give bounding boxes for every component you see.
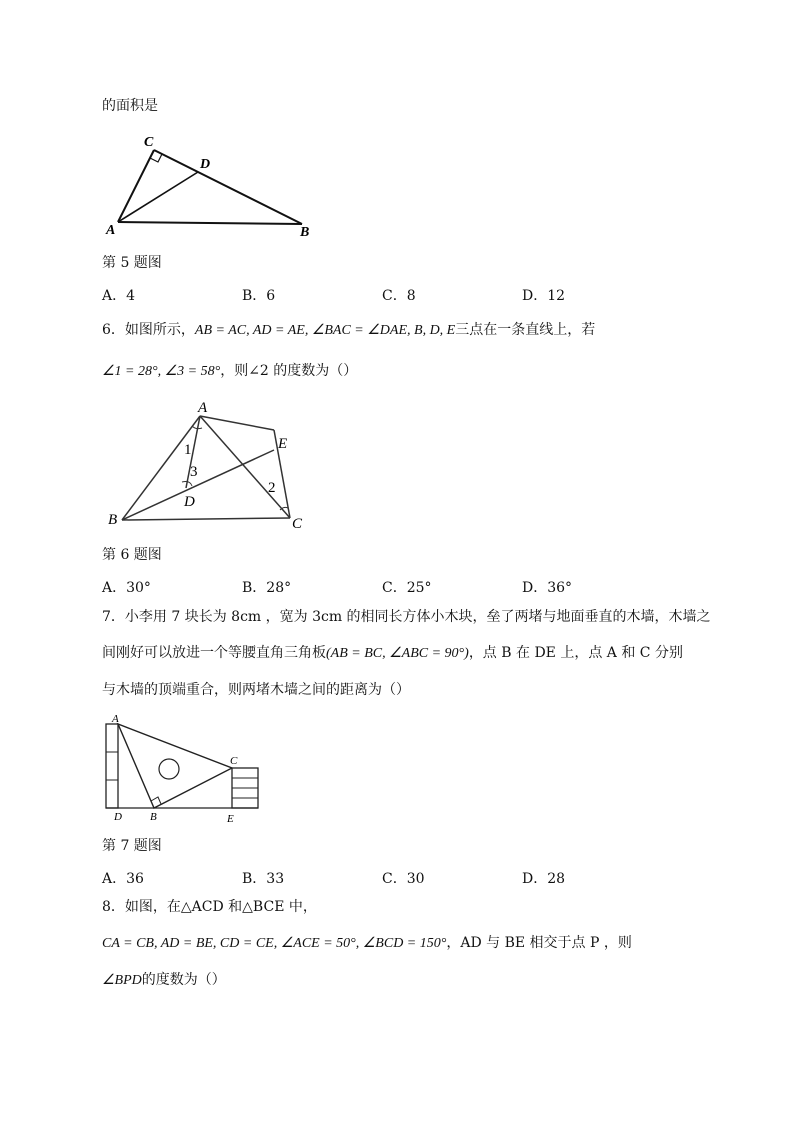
q5-options — [102, 285, 702, 305]
q6-stem-line1 — [102, 320, 595, 341]
q5-segment-cb — [154, 150, 302, 224]
q7-label-b: B — [150, 811, 157, 823]
q8-stem-line3 — [102, 970, 226, 991]
q7-figure — [102, 708, 272, 828]
q8-stem-suffix3: 的度数为（） — [141, 972, 226, 988]
q5-label-d: D — [200, 157, 211, 172]
q6-segment-be — [122, 450, 274, 520]
q7-wall-left — [106, 724, 118, 808]
q6-option-d[interactable]: D．36° — [522, 580, 573, 596]
q5-label-a: A — [106, 223, 116, 238]
q8-stem-line1: 8．如图，在△ACD 和△BCE 中， — [102, 899, 317, 915]
q6-segment-bc — [122, 518, 290, 520]
q7-label-e: E — [227, 813, 234, 825]
q7-caption: 第 7 题图 — [102, 838, 162, 854]
q6-stem-prefix: 6．如图所示， — [102, 322, 195, 338]
q7-option-c[interactable]: C．30 — [382, 871, 425, 887]
q7-option-d[interactable]: D．28 — [522, 871, 566, 887]
q7-option-a[interactable]: A．36 — [102, 871, 144, 887]
q6-angle-arc-1 — [192, 426, 202, 429]
q7-stem-suffix: ，点 B 在 DE 上，点 A 和 C 分别 — [468, 645, 683, 661]
q6-option-c[interactable]: C．25° — [382, 580, 432, 596]
q7-stem-line3: 与木墙的顶端重合，则两堵木墙之间的距离为（） — [102, 682, 410, 698]
q6-stem-line2 — [102, 361, 357, 382]
q8-stem-math: CA = CB, AD = BE, CD = CE, ∠ACE = 50°, ∠BCD = 150° — [102, 936, 447, 951]
q7-option-b[interactable]: B．33 — [242, 871, 285, 887]
q6-stem-suffix2: ，则∠2 的度数为（） — [220, 363, 358, 379]
q6-label-1: 1 — [184, 442, 192, 458]
q7-stem-line2 — [102, 643, 683, 664]
q5-caption: 第 5 题图 — [102, 255, 162, 271]
q5-label-c: C — [144, 135, 154, 150]
q6-figure — [104, 396, 314, 532]
q7-triangle-hole — [159, 759, 179, 779]
q6-option-b[interactable]: B．28° — [242, 580, 292, 596]
q5-option-d[interactable]: D．12 — [522, 288, 566, 304]
q6-options — [102, 577, 702, 597]
q6-label-b: B — [108, 512, 118, 528]
q6-label-d: D — [184, 494, 195, 510]
q5-text-tail: 的面积是 — [102, 98, 158, 114]
q5-label-b: B — [300, 225, 310, 240]
q7-options — [102, 868, 702, 888]
q6-label-e: E — [278, 436, 288, 452]
q7-label-c: C — [230, 755, 238, 767]
q7-stem-math: (AB = BC, ∠ABC = 90°) — [326, 646, 469, 661]
q6-segment-ac — [200, 416, 290, 518]
q6-stem-math2: ∠1 = 28°, ∠3 = 58° — [102, 364, 221, 379]
q8-stem-suffix: ，AD 与 BE 相交于点 P ，则 — [446, 935, 632, 951]
q6-caption: 第 6 题图 — [102, 547, 162, 563]
q6-label-c: C — [292, 516, 303, 532]
q5-option-a[interactable]: A．4 — [102, 288, 136, 304]
q7-label-a: A — [112, 713, 119, 725]
q6-label-a: A — [198, 400, 208, 416]
q6-stem-math1: AB = AC, AD = AE, ∠BAC = ∠DAE, B, D, E — [194, 323, 456, 338]
q6-label-3: 3 — [190, 464, 198, 480]
q5-option-c[interactable]: C．8 — [382, 288, 416, 304]
q6-label-2: 2 — [268, 480, 276, 496]
q7-stem-prefix: 间刚好可以放进一个等腰直角三角板 — [102, 645, 326, 661]
q6-stem-suffix: 三点在一条直线上，若 — [455, 322, 596, 338]
q7-stem-line1: 7．小李用 7 块长为 8cm ，宽为 3cm 的相同长方体小木块，垒了两堵与地面垂直的木墙，木墙之 — [102, 609, 711, 625]
q8-stem-math3: ∠BPD — [102, 973, 142, 988]
q5-figure — [100, 128, 320, 240]
q8-stem-line2 — [102, 933, 632, 954]
q5-segment-ab — [118, 222, 302, 224]
q5-option-b[interactable]: B．6 — [242, 288, 276, 304]
q7-triangle — [118, 724, 232, 808]
q6-option-a[interactable]: A．30° — [102, 580, 151, 596]
q7-label-d: D — [114, 811, 122, 823]
